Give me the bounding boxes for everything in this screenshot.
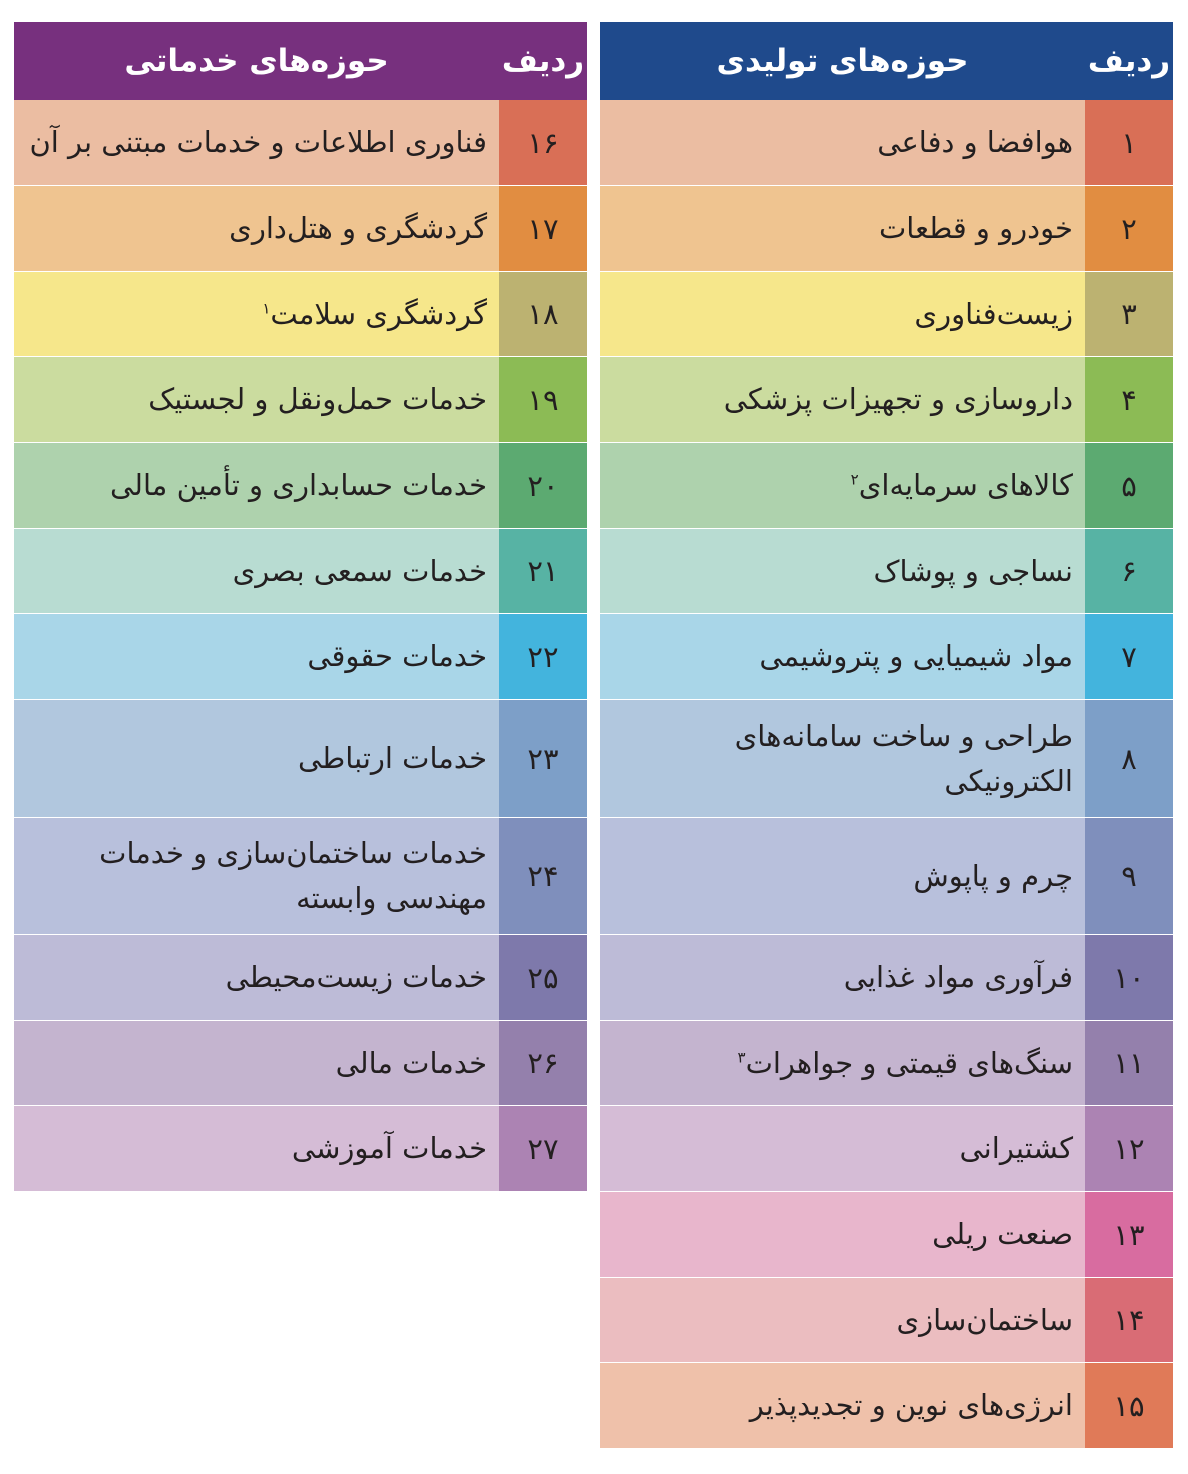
row-name bbox=[600, 529, 1085, 613]
row-name bbox=[14, 186, 499, 271]
row-number: ۲۵ bbox=[499, 935, 587, 1020]
services-header bbox=[14, 22, 587, 100]
table-row bbox=[14, 272, 587, 357]
row-name-text: خدمات مالی bbox=[335, 1045, 487, 1080]
row-number: ۲۳ bbox=[499, 700, 587, 817]
row-number: ۱۵ bbox=[1085, 1363, 1173, 1448]
row-number: ۱۲ bbox=[1085, 1106, 1173, 1191]
table-row bbox=[600, 272, 1173, 357]
row-name bbox=[600, 1192, 1085, 1277]
row-name-text: کشتیرانی bbox=[959, 1131, 1073, 1166]
row-number: ۱۳ bbox=[1085, 1192, 1173, 1277]
row-name-text: فناوری اطلاعات و خدمات مبتنی بر آن bbox=[29, 125, 487, 160]
row-number: ۶ bbox=[1085, 529, 1173, 613]
row-name bbox=[600, 100, 1085, 185]
table-row bbox=[14, 700, 587, 818]
services-header-row-label: ردیف bbox=[501, 43, 585, 79]
row-number: ۱۸ bbox=[499, 272, 587, 356]
table-row bbox=[600, 529, 1173, 614]
services-table bbox=[14, 22, 587, 1192]
footnote-marker: ۲ bbox=[850, 470, 859, 489]
row-name-text: انرژی‌های نوین و تجدیدپذیر bbox=[749, 1388, 1073, 1423]
table-row bbox=[14, 818, 587, 935]
row-name bbox=[14, 272, 499, 356]
row-number: ۲۷ bbox=[499, 1106, 587, 1191]
row-name-text: خدمات حقوقی bbox=[307, 639, 487, 674]
footnote-marker: ۱ bbox=[262, 298, 271, 317]
row-name bbox=[600, 614, 1085, 699]
row-name-text: ساختمان‌سازی bbox=[896, 1302, 1073, 1337]
row-name bbox=[600, 1363, 1085, 1448]
table-row bbox=[600, 935, 1173, 1021]
row-name-text: خدمات ساختمان‌سازی و خدمات مهندسی وابسته bbox=[99, 836, 487, 915]
table-row bbox=[600, 1363, 1173, 1449]
table-row bbox=[14, 443, 587, 529]
row-name-text: خدمات حمل‌ونقل و لجستیک bbox=[148, 382, 487, 417]
row-name bbox=[600, 1021, 1085, 1105]
table-row bbox=[600, 614, 1173, 700]
production-header bbox=[600, 22, 1173, 100]
row-number: ۱۱ bbox=[1085, 1021, 1173, 1105]
row-number: ۲۱ bbox=[499, 529, 587, 613]
row-name bbox=[600, 818, 1085, 934]
row-number: ۱۶ bbox=[499, 100, 587, 185]
row-name bbox=[600, 186, 1085, 271]
table-row bbox=[600, 818, 1173, 935]
production-header-row-label: ردیف bbox=[1087, 43, 1171, 79]
row-name bbox=[14, 443, 499, 528]
row-name bbox=[600, 1278, 1085, 1362]
table-row bbox=[14, 614, 587, 700]
row-number: ۳ bbox=[1085, 272, 1173, 356]
table-row bbox=[14, 357, 587, 443]
row-name-text: گردشگری سلامت$^۱$ bbox=[262, 296, 487, 331]
row-number: ۴ bbox=[1085, 357, 1173, 442]
row-name bbox=[14, 529, 499, 613]
row-name-text: خدمات سمعی بصری bbox=[232, 553, 487, 588]
row-number: ۲۲ bbox=[499, 614, 587, 699]
row-number: ۱۰ bbox=[1085, 935, 1173, 1020]
row-name bbox=[14, 100, 499, 185]
row-number: ۱ bbox=[1085, 100, 1173, 185]
row-name bbox=[600, 935, 1085, 1020]
table-row bbox=[14, 1106, 587, 1192]
table-row bbox=[14, 529, 587, 614]
row-number: ۱۴ bbox=[1085, 1278, 1173, 1362]
production-rows bbox=[600, 100, 1173, 1449]
row-name-text: زیست‌فناوری bbox=[914, 296, 1073, 331]
row-number: ۲۶ bbox=[499, 1021, 587, 1105]
row-name bbox=[600, 443, 1085, 528]
row-name-text: خدمات آموزشی bbox=[291, 1131, 487, 1166]
table-row bbox=[600, 186, 1173, 272]
row-name-text: صنعت ریلی bbox=[932, 1217, 1073, 1252]
row-number: ۹ bbox=[1085, 818, 1173, 934]
row-name bbox=[14, 700, 499, 817]
row-name-text: خدمات ارتباطی bbox=[297, 741, 487, 776]
row-number: ۱۷ bbox=[499, 186, 587, 271]
row-number: ۲ bbox=[1085, 186, 1173, 271]
row-name bbox=[14, 1106, 499, 1191]
row-name-text: هوافضا و دفاعی bbox=[877, 125, 1073, 160]
services-rows bbox=[14, 100, 587, 1192]
table-row bbox=[600, 1021, 1173, 1106]
row-name bbox=[14, 935, 499, 1020]
table-row bbox=[600, 1106, 1173, 1192]
table-row bbox=[600, 1278, 1173, 1363]
row-name-text: گردشگری و هتل‌داری bbox=[229, 211, 487, 246]
table-row bbox=[14, 186, 587, 272]
footnote-marker: ۳ bbox=[737, 1047, 746, 1066]
row-number: ۵ bbox=[1085, 443, 1173, 528]
row-name-text: نساجی و پوشاک bbox=[873, 553, 1073, 588]
table-row bbox=[600, 100, 1173, 186]
table-row bbox=[600, 357, 1173, 443]
table-row bbox=[600, 1192, 1173, 1278]
table-row bbox=[600, 443, 1173, 529]
row-name bbox=[14, 818, 499, 934]
row-name-text: طراحی و ساخت سامانه‌های الکترونیکی bbox=[734, 718, 1073, 798]
row-name bbox=[600, 1106, 1085, 1191]
row-number: ۲۴ bbox=[499, 818, 587, 934]
table-row bbox=[600, 700, 1173, 818]
row-name-text: خدمات حسابداری و تأمین مالی bbox=[109, 468, 487, 503]
row-name-text: خودرو و قطعات bbox=[878, 211, 1073, 246]
table-row bbox=[14, 100, 587, 186]
row-name-text: چرم و پاپوش bbox=[913, 858, 1073, 893]
row-name bbox=[600, 272, 1085, 356]
row-name bbox=[14, 1021, 499, 1105]
row-name bbox=[14, 357, 499, 442]
row-name bbox=[600, 700, 1085, 817]
row-number: ۲۰ bbox=[499, 443, 587, 528]
row-name-text: داروسازی و تجهیزات پزشکی bbox=[723, 382, 1073, 417]
row-name bbox=[600, 357, 1085, 442]
row-name-text: مواد شیمیایی و پتروشیمی bbox=[759, 639, 1073, 674]
row-number: ۱۹ bbox=[499, 357, 587, 442]
table-row bbox=[14, 935, 587, 1021]
row-number: ۸ bbox=[1085, 700, 1173, 817]
row-number: ۷ bbox=[1085, 614, 1173, 699]
services-header-title: حوزه‌های خدماتی bbox=[124, 43, 389, 79]
production-table bbox=[600, 22, 1173, 1449]
table-row bbox=[14, 1021, 587, 1106]
row-name bbox=[14, 614, 499, 699]
row-name-text: کالاهای سرمایه‌ای$^۲$ bbox=[850, 468, 1073, 503]
row-name-text: فرآوری مواد غذایی bbox=[843, 960, 1073, 995]
production-header-title: حوزه‌های تولیدی bbox=[716, 43, 969, 79]
row-name-text: خدمات زیست‌محیطی bbox=[225, 960, 487, 995]
row-name-text: سنگ‌های قیمتی و جواهرات$^۳$ bbox=[737, 1045, 1073, 1080]
